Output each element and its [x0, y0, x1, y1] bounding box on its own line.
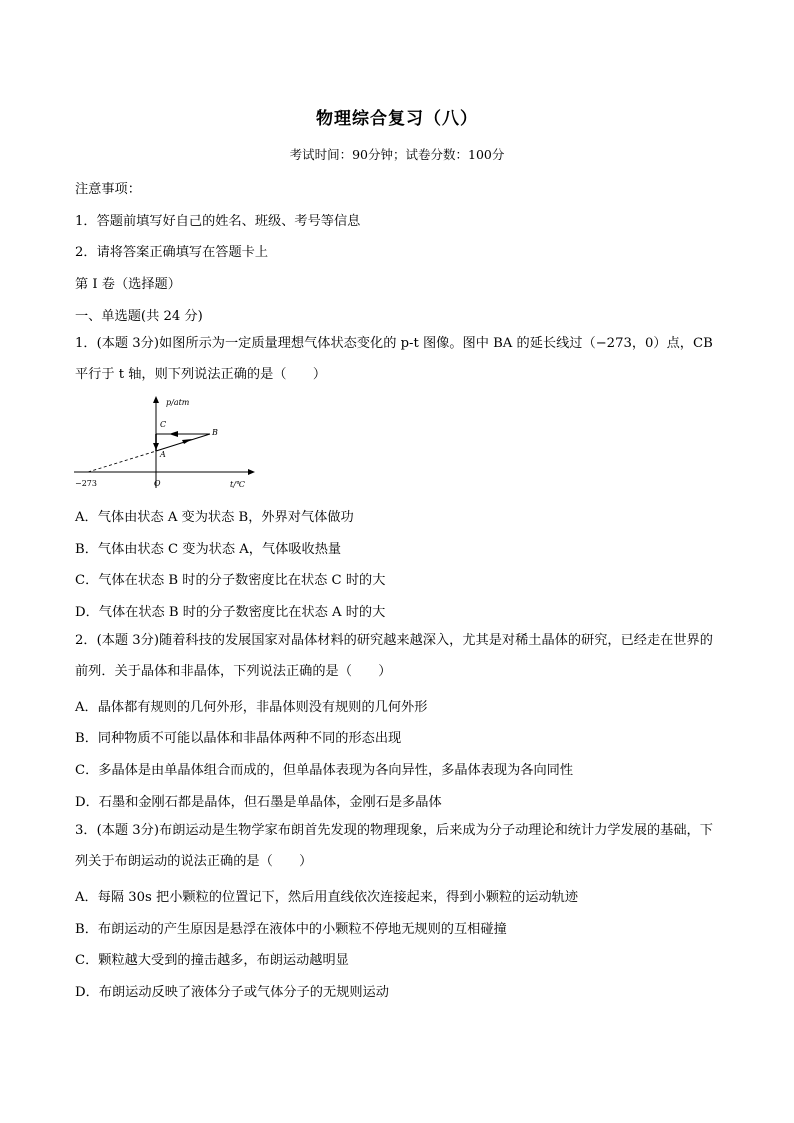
neg-273-label: −273 [75, 479, 97, 488]
q3-option-b: B．布朗运动的产生原因是悬浮在液体中的小颗粒不停地无规则的互相碰撞 [75, 922, 507, 937]
q3-option-a: A．每隔 30s 把小颗粒的位置记下，然后用直线依次连接起来，得到小颗粒的运动轨迹 [75, 890, 579, 905]
question-1-stem: 1．(本题 3分)如图所示为一定质量理想气体状态变化的 p-t 图像。图中 BA 的延长线过（−273，0）点，CB 平行于 t 轴，则下列说法正确的是（ ） [75, 336, 713, 382]
segment-ab [156, 434, 210, 451]
question-2-stem: 2．(本题 3分)随着科技的发展国家对晶体材料的研究越来越深入，尤其是对稀土晶体的研究，已经走在世界的前列．关于晶体和非晶体，下列说法正确的是（ ） [75, 633, 713, 679]
section-heading: 一、单选题(共 24 分) [75, 309, 203, 324]
t-axis-arrow [248, 469, 255, 475]
q3-option-d: D．布朗运动反映了液体分子或气体分子的无规则运动 [75, 985, 389, 1000]
pt-graph-figure [70, 394, 260, 494]
notice-heading: 注意事项： [75, 182, 141, 197]
q2-option-c: C．多晶体是由单晶体组合而成的，但单晶体表现为各向异性，多晶体表现为各向同性 [75, 763, 574, 778]
notice-item-2: 2．请将答案正确填写在答题卡上 [75, 245, 269, 260]
point-b-label: B [212, 428, 218, 437]
page-title: 物理综合复习（八） [316, 109, 478, 129]
q2-option-b: B．同种物质不可能以晶体和非晶体两种不同的形态出现 [75, 731, 402, 746]
q3-option-c: C．颗粒越大受到的撞击越多，布朗运动越明显 [75, 953, 349, 968]
volume-heading: 第 I 卷（选择题） [75, 277, 181, 292]
notice-item-1: 1．答题前填写好自己的姓名、班级、考号等信息 [75, 214, 361, 229]
point-a-label: A [160, 450, 166, 459]
q1-option-b: B．气体由状态 C 变为状态 A，气体吸收热量 [75, 542, 342, 557]
arrow-ab [182, 439, 192, 444]
question-3-stem: 3．(本题 3分)布朗运动是生物学家布朗首先发现的物理现象，后来成为分子动理论和统计力学发展的基础，下列关于布朗运动的说法正确的是（ ） [75, 823, 713, 869]
exam-info: 考试时间：90分钟；试卷分数：100分 [289, 147, 505, 162]
q1-option-a: A．气体由状态 A 变为状态 B，外界对气体做功 [75, 510, 354, 525]
p-axis-arrow [153, 396, 159, 403]
point-c-label: C [160, 420, 167, 429]
ba-extension-dashed [88, 451, 156, 472]
q2-option-d: D．石墨和金刚石都是晶体，但石墨是单晶体，金刚石是多晶体 [75, 795, 442, 810]
q1-option-c: C．气体在状态 B 时的分子数密度比在状态 C 时的大 [75, 573, 386, 588]
q2-option-a: A．晶体都有规则的几何外形，非晶体则没有规则的几何外形 [75, 700, 428, 715]
y-axis-label: p/atm [166, 398, 190, 407]
q1-option-d: D．气体在状态 B 时的分子数密度比在状态 A 时的大 [75, 605, 386, 620]
arrow-ca [153, 443, 159, 450]
arrow-bc [169, 431, 178, 437]
origin-label: O [154, 479, 161, 488]
x-axis-label: t/℃ [230, 480, 245, 489]
